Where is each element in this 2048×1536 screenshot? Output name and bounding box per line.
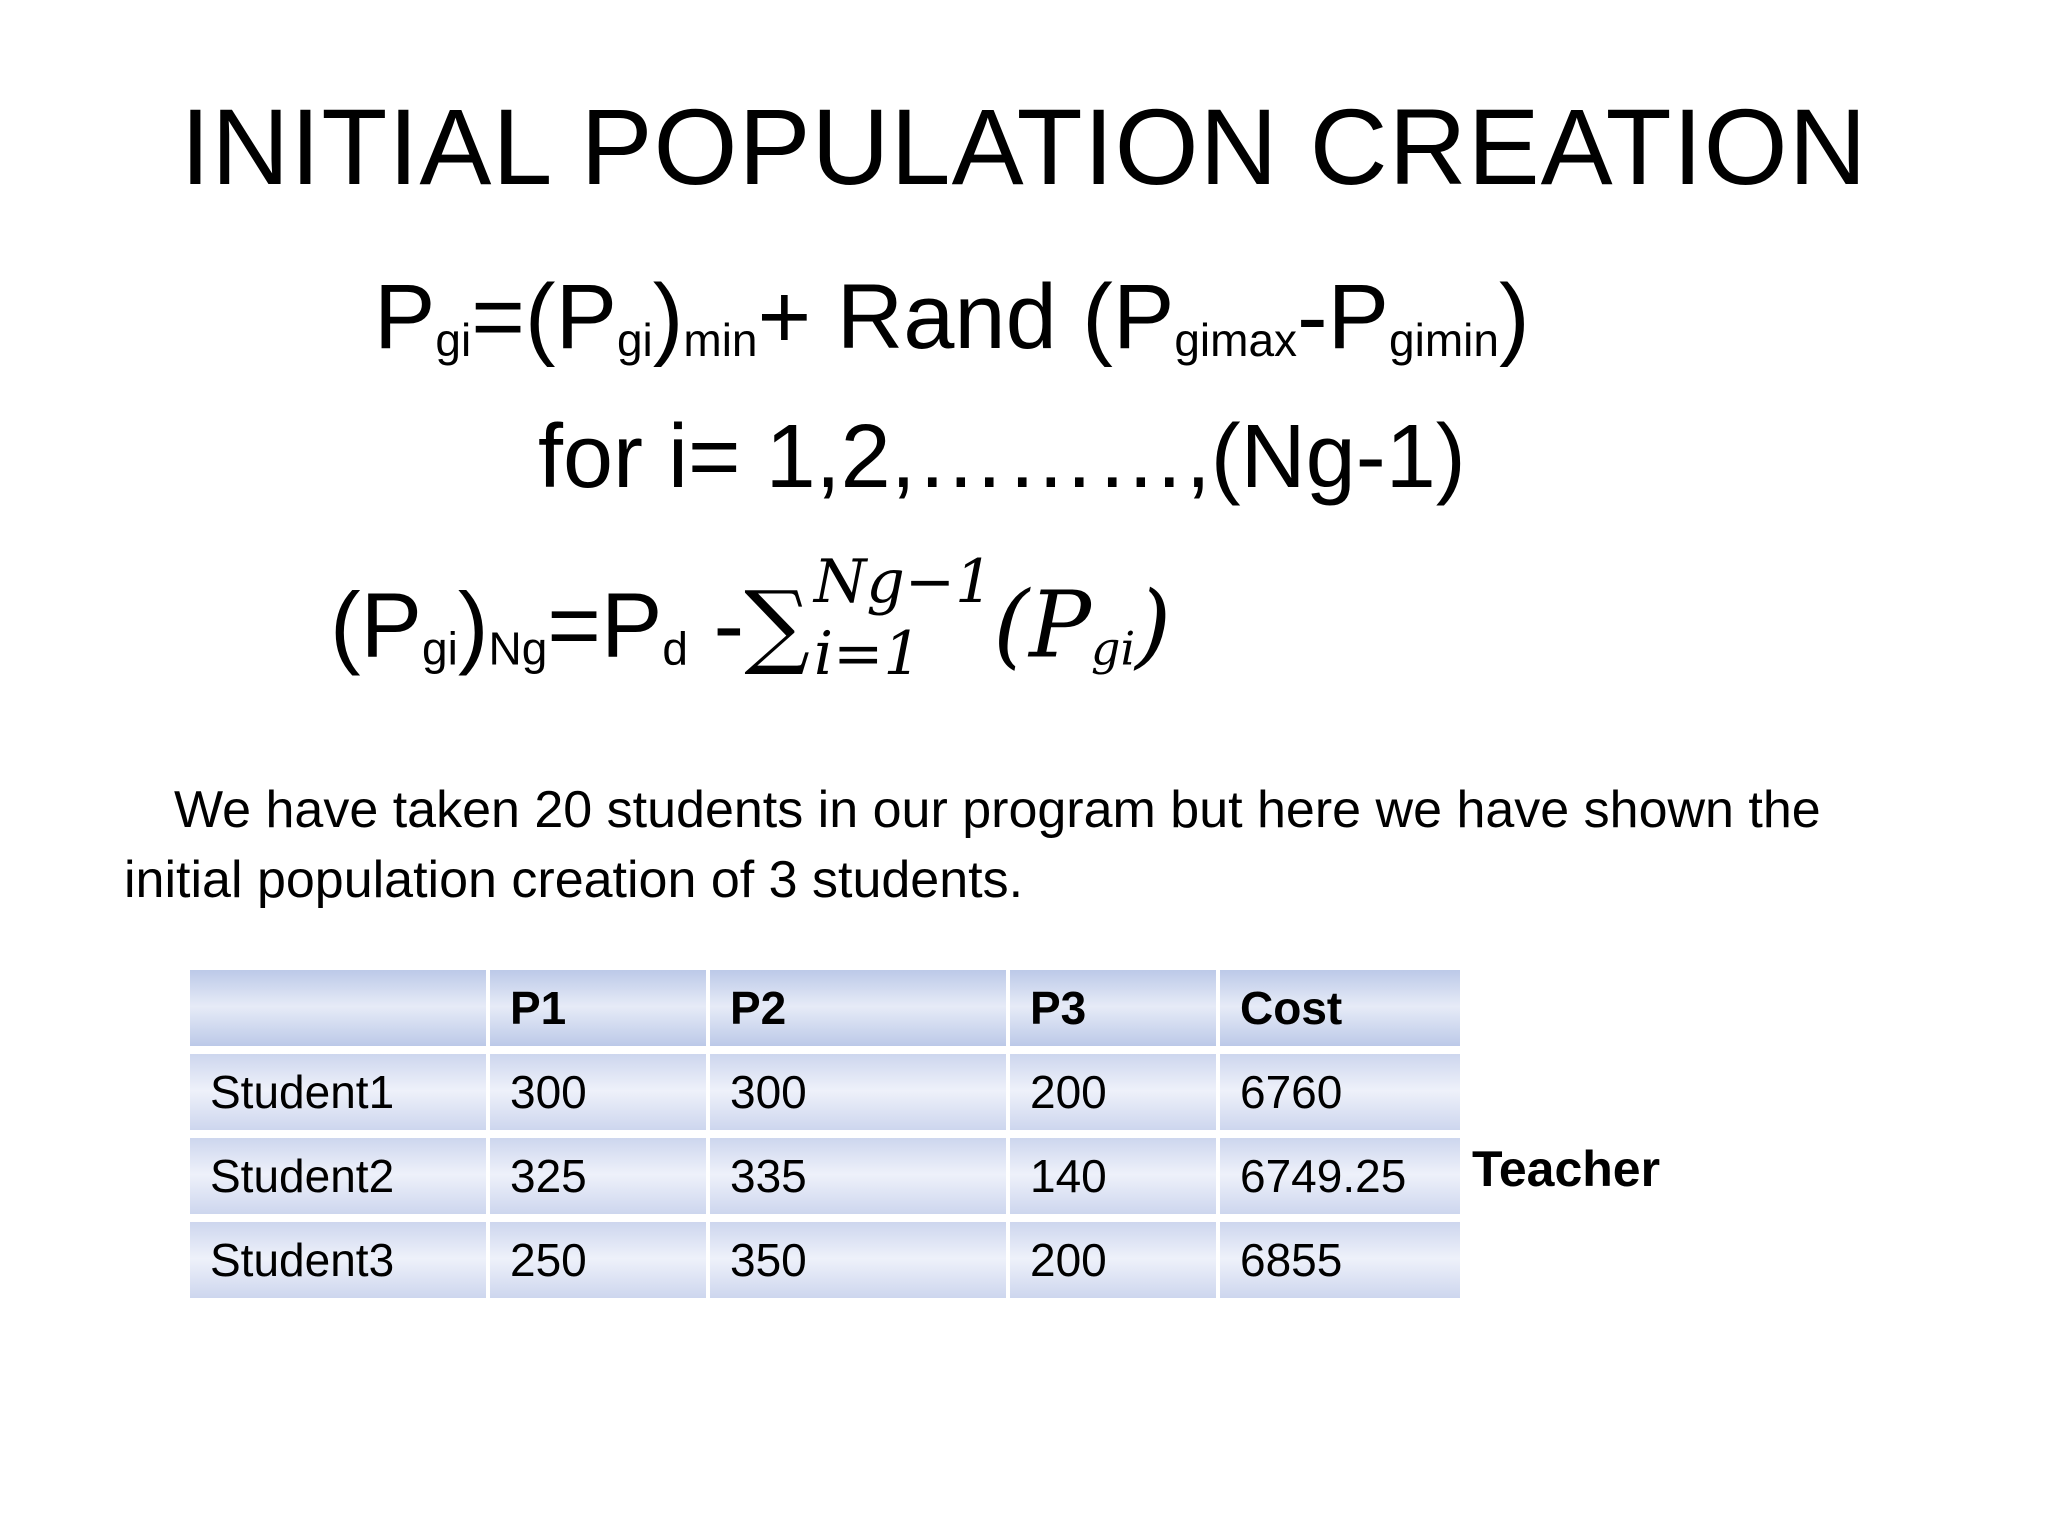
description-paragraph: We have taken 20 students in our program but here we have shown the initial population creation of 3 students. xyxy=(124,781,1821,909)
table-row xyxy=(190,1054,1460,1130)
table-cell: 325 xyxy=(490,1138,706,1214)
table-cell: Student2 xyxy=(190,1138,486,1214)
summation-upper: Ng−1 xyxy=(813,547,994,617)
teacher-label: Teacher xyxy=(1472,1141,1661,1197)
page-title: INITIAL POPULATION CREATION xyxy=(180,86,1868,207)
table-row xyxy=(190,1138,1460,1214)
population-table xyxy=(186,962,1464,1306)
header-cell: P1 xyxy=(490,970,706,1046)
table-cell: 200 xyxy=(1010,1222,1216,1298)
table-cell: Student1 xyxy=(190,1054,486,1130)
formula-range: for i= 1,2,………,(Ng-1) xyxy=(538,407,1466,507)
summation-symbol: ∑ xyxy=(744,571,810,679)
table-cell: 335 xyxy=(710,1138,1006,1214)
header-cell: P3 xyxy=(1010,970,1216,1046)
table-cell: 200 xyxy=(1010,1054,1216,1130)
table-cell: 300 xyxy=(710,1054,1006,1130)
table-row xyxy=(190,1222,1460,1298)
table-cell: 300 xyxy=(490,1054,706,1130)
table-cell: 350 xyxy=(710,1222,1006,1298)
table-cell: 6749.25 xyxy=(1220,1138,1460,1214)
header-cell xyxy=(190,970,486,1046)
header-cell: P2 xyxy=(710,970,1006,1046)
formula-random-init: $P_{gi}=(P_{gi})_{min}+$ Rand $(P_{gimax}-P_{gimin})$ xyxy=(374,266,1530,368)
table-cell: 250 xyxy=(490,1222,706,1298)
table-cell: 6855 xyxy=(1220,1222,1460,1298)
table-cell: 6760 xyxy=(1220,1054,1460,1130)
summation-lower: i=1 xyxy=(813,619,922,689)
table-cell: 140 xyxy=(1010,1138,1216,1214)
table-header-row xyxy=(190,970,1460,1046)
summation-limits xyxy=(814,546,993,690)
formula-last-generator: $(P_{gi})_{Ng}=P_d$ -∑ Ng−1 i=1 $(P_{gi})$ xyxy=(330,547,1172,689)
table-cell: Student3 xyxy=(190,1222,486,1298)
header-cell: Cost xyxy=(1220,970,1460,1046)
